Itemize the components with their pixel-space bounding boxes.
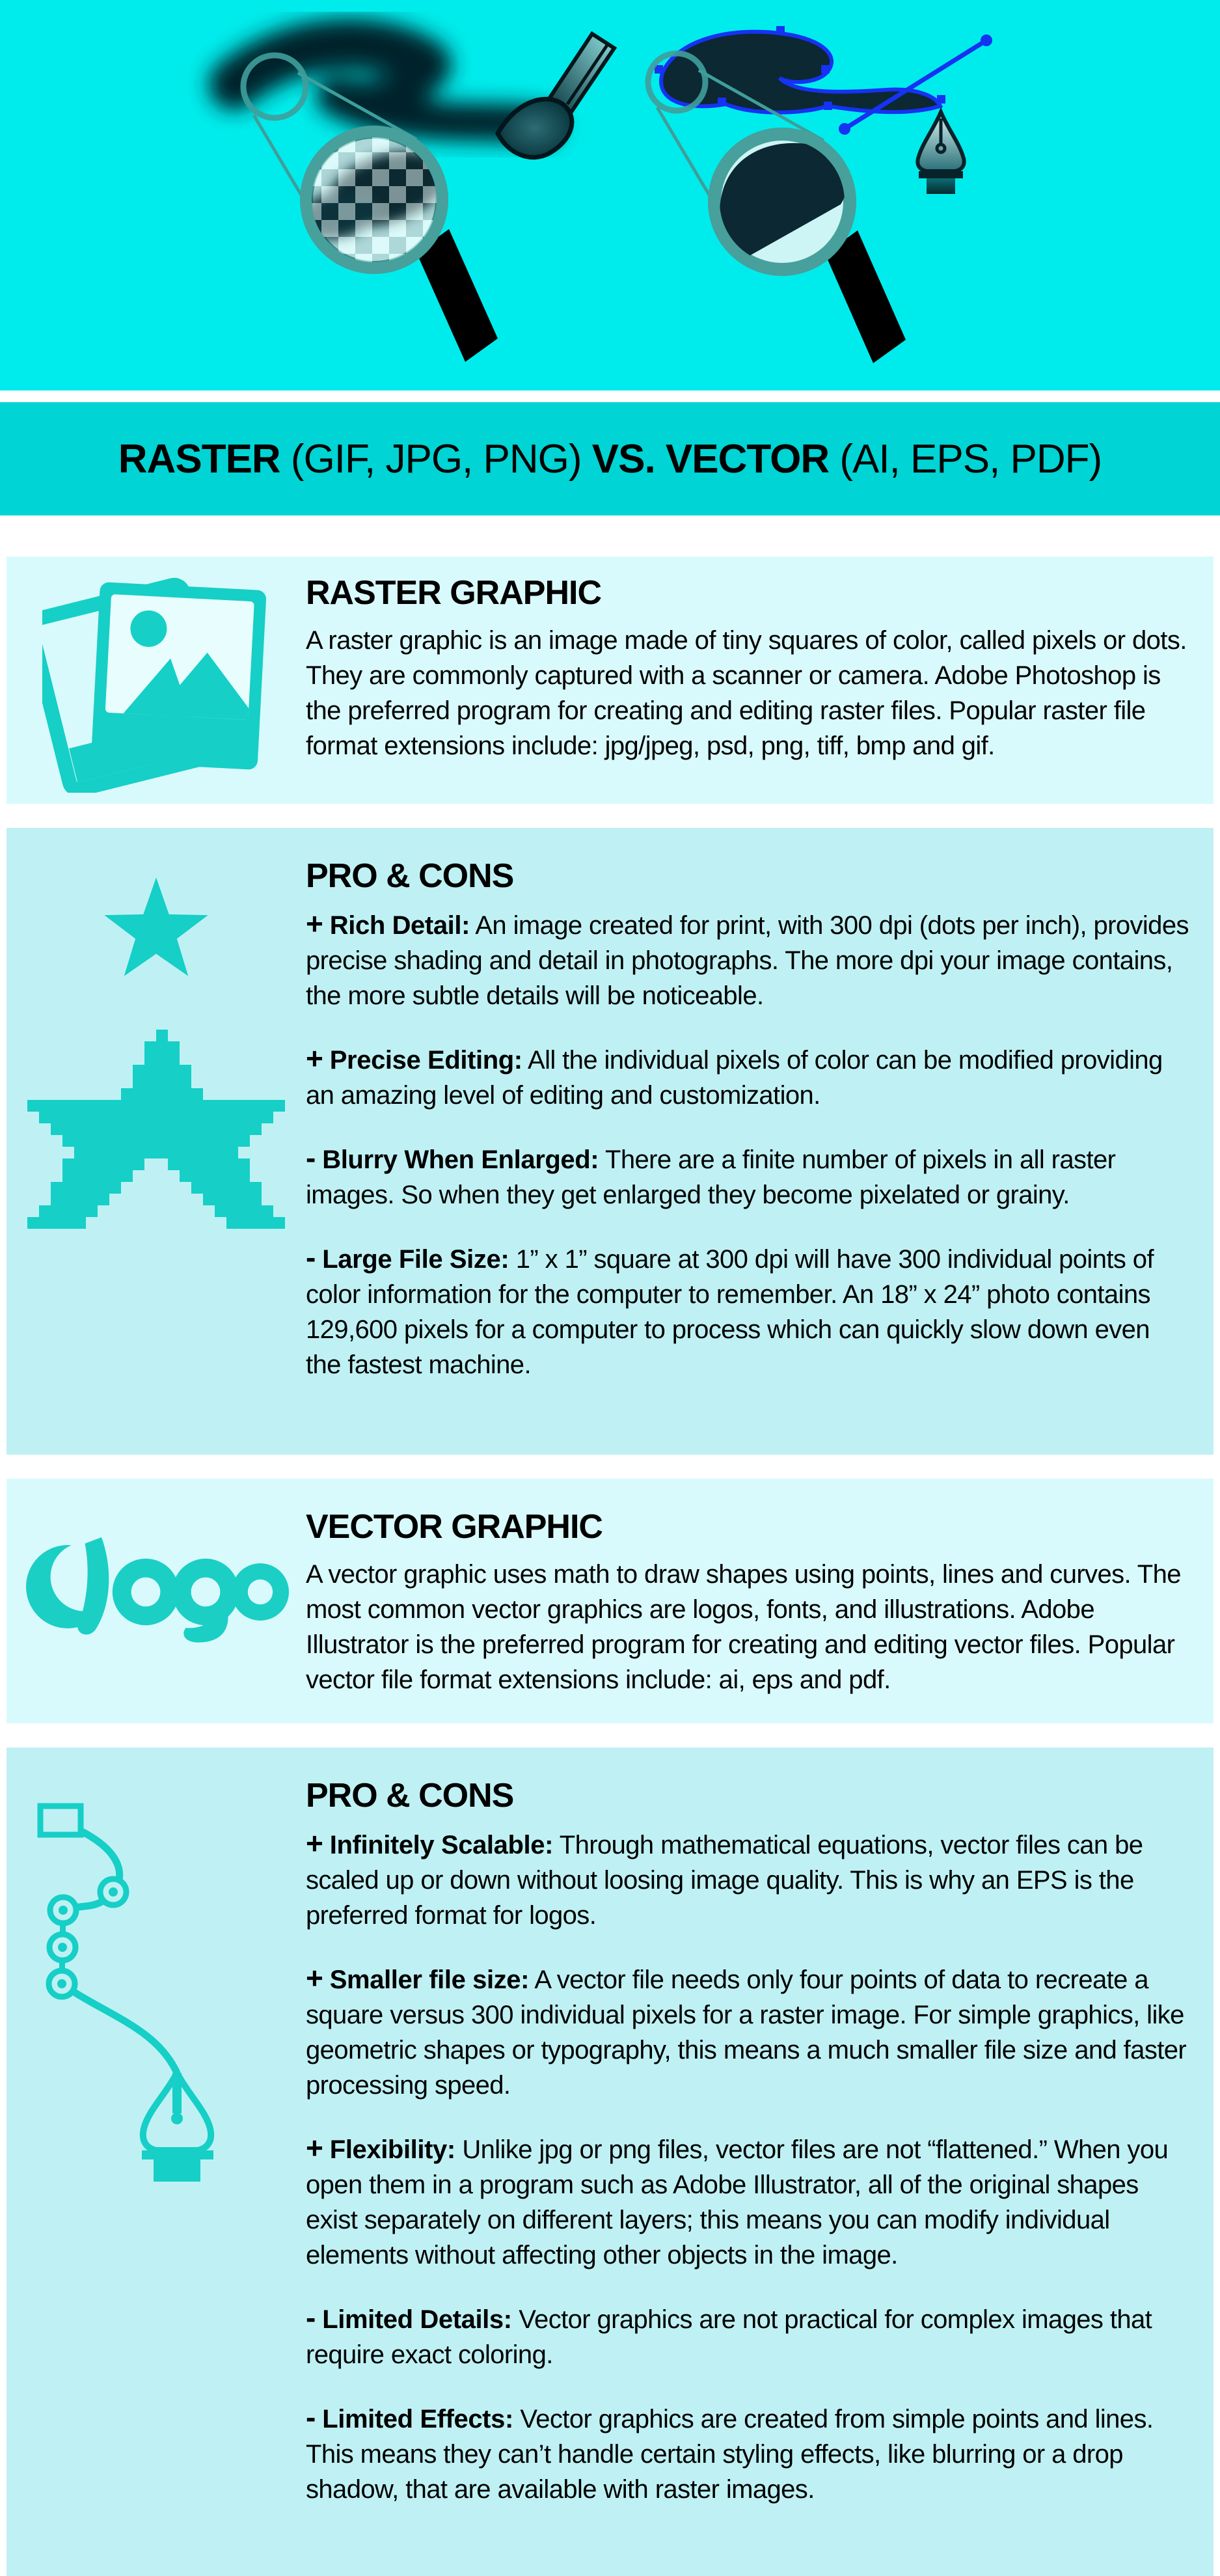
con-item: - Blurry When Enlarged: There are a finite number of pixels in all raster images. So when they get enlarged they become pixelated or grainy.	[306, 1141, 1116, 1209]
pro-item: + Flexibility: Unlike jpg or png files, vector files are not “flattened.” When you open them in a program such as Adobe Illustrator, all of the original shapes exist separately on different layers; this means you can modify individual elements without affecting other objects in the image.	[306, 2131, 1169, 2269]
section-vector-graphic	[7, 1479, 1213, 1723]
section-vector-procons	[7, 1747, 1213, 2576]
bezier-path-pen-icon	[26, 1793, 286, 2197]
pro-item: + Smaller file size: A vector file needs only four points of data to recreate a square versus 300 individual pixels for a raster image. For simple graphics, like geometric shapes or typography, this means a much smaller file size and faster processing speed.	[306, 1961, 1187, 2100]
section-heading: VECTOR GRAPHIC	[306, 1508, 603, 1546]
page-title: RASTER (GIF, JPG, PNG) VS. VECTOR (AI, EPS, PDF)	[118, 436, 1102, 482]
con-item: - Large File Size: 1” x 1” square at 300 dpi will have 300 individual points of color information for the computer to remember. An 18” x 24” photo contains 129,600 pixels for a computer to process which can quickly slow down even the fastest machine.	[306, 1240, 1154, 1379]
pen-nib-icon	[917, 112, 964, 194]
smooth-star-icon	[97, 875, 215, 989]
photo-polaroid-icon	[42, 568, 270, 793]
pen-nib-outline-icon	[142, 2073, 213, 2182]
pro-item: + Precise Editing: All the individual pixels of color can be modified providing an amazing level of editing and customization.	[306, 1041, 1163, 1110]
con-item: - Limited Effects: Vector graphics are created from simple points and lines. This means they can’t handle certain styling effects, like blurring or a drop shadow, that are available with raster images.	[306, 2400, 1154, 2504]
title-bar	[0, 402, 1220, 515]
pixelated-star-icon	[27, 1030, 285, 1229]
section-body: A vector graphic uses math to draw shapes using points, lines and curves. The most common vector graphics are logos, fonts, and illustrations. Adobe Illustrator is the preferred program for creating and editing vector files. Popular vector file format extensions include: ai, eps and pdf.	[306, 1560, 1181, 1694]
section-body: A raster graphic is an image made of tiny squares of color, called pixels or dots. They are commonly captured with a scanner or camera. Adobe Photoshop is the preferred program for creating and editing raster files. Popular raster file format extensions include: jpg/jpeg, psd, png, tiff, bmp and gif.	[306, 626, 1187, 760]
logo-wordmark-icon	[23, 1522, 290, 1652]
raster-vs-vector-illustration	[0, 0, 1220, 391]
section-heading: PRO & CONS	[306, 857, 514, 895]
section-raster-graphic	[7, 556, 1213, 804]
con-item: - Limited Details: Vector graphics are not practical for complex images that require exact coloring.	[306, 2301, 1152, 2369]
banner-illustration	[0, 0, 1220, 391]
paintbrush-icon	[498, 34, 614, 158]
section-heading: PRO & CONS	[306, 1777, 514, 1815]
pro-item: + Infinitely Scalable: Through mathematical equations, vector files can be scaled up or down without loosing image quality. This is why an EPS is the preferred format for logos.	[306, 1826, 1143, 1930]
pro-item: + Rich Detail: An image created for print, with 300 dpi (dots per inch), provides precise shading and detail in photographs. The more dpi your image contains, the more subtle details will be noticeable.	[306, 907, 1189, 1010]
section-raster-procons	[7, 828, 1213, 1455]
section-heading: RASTER GRAPHIC	[306, 574, 602, 612]
